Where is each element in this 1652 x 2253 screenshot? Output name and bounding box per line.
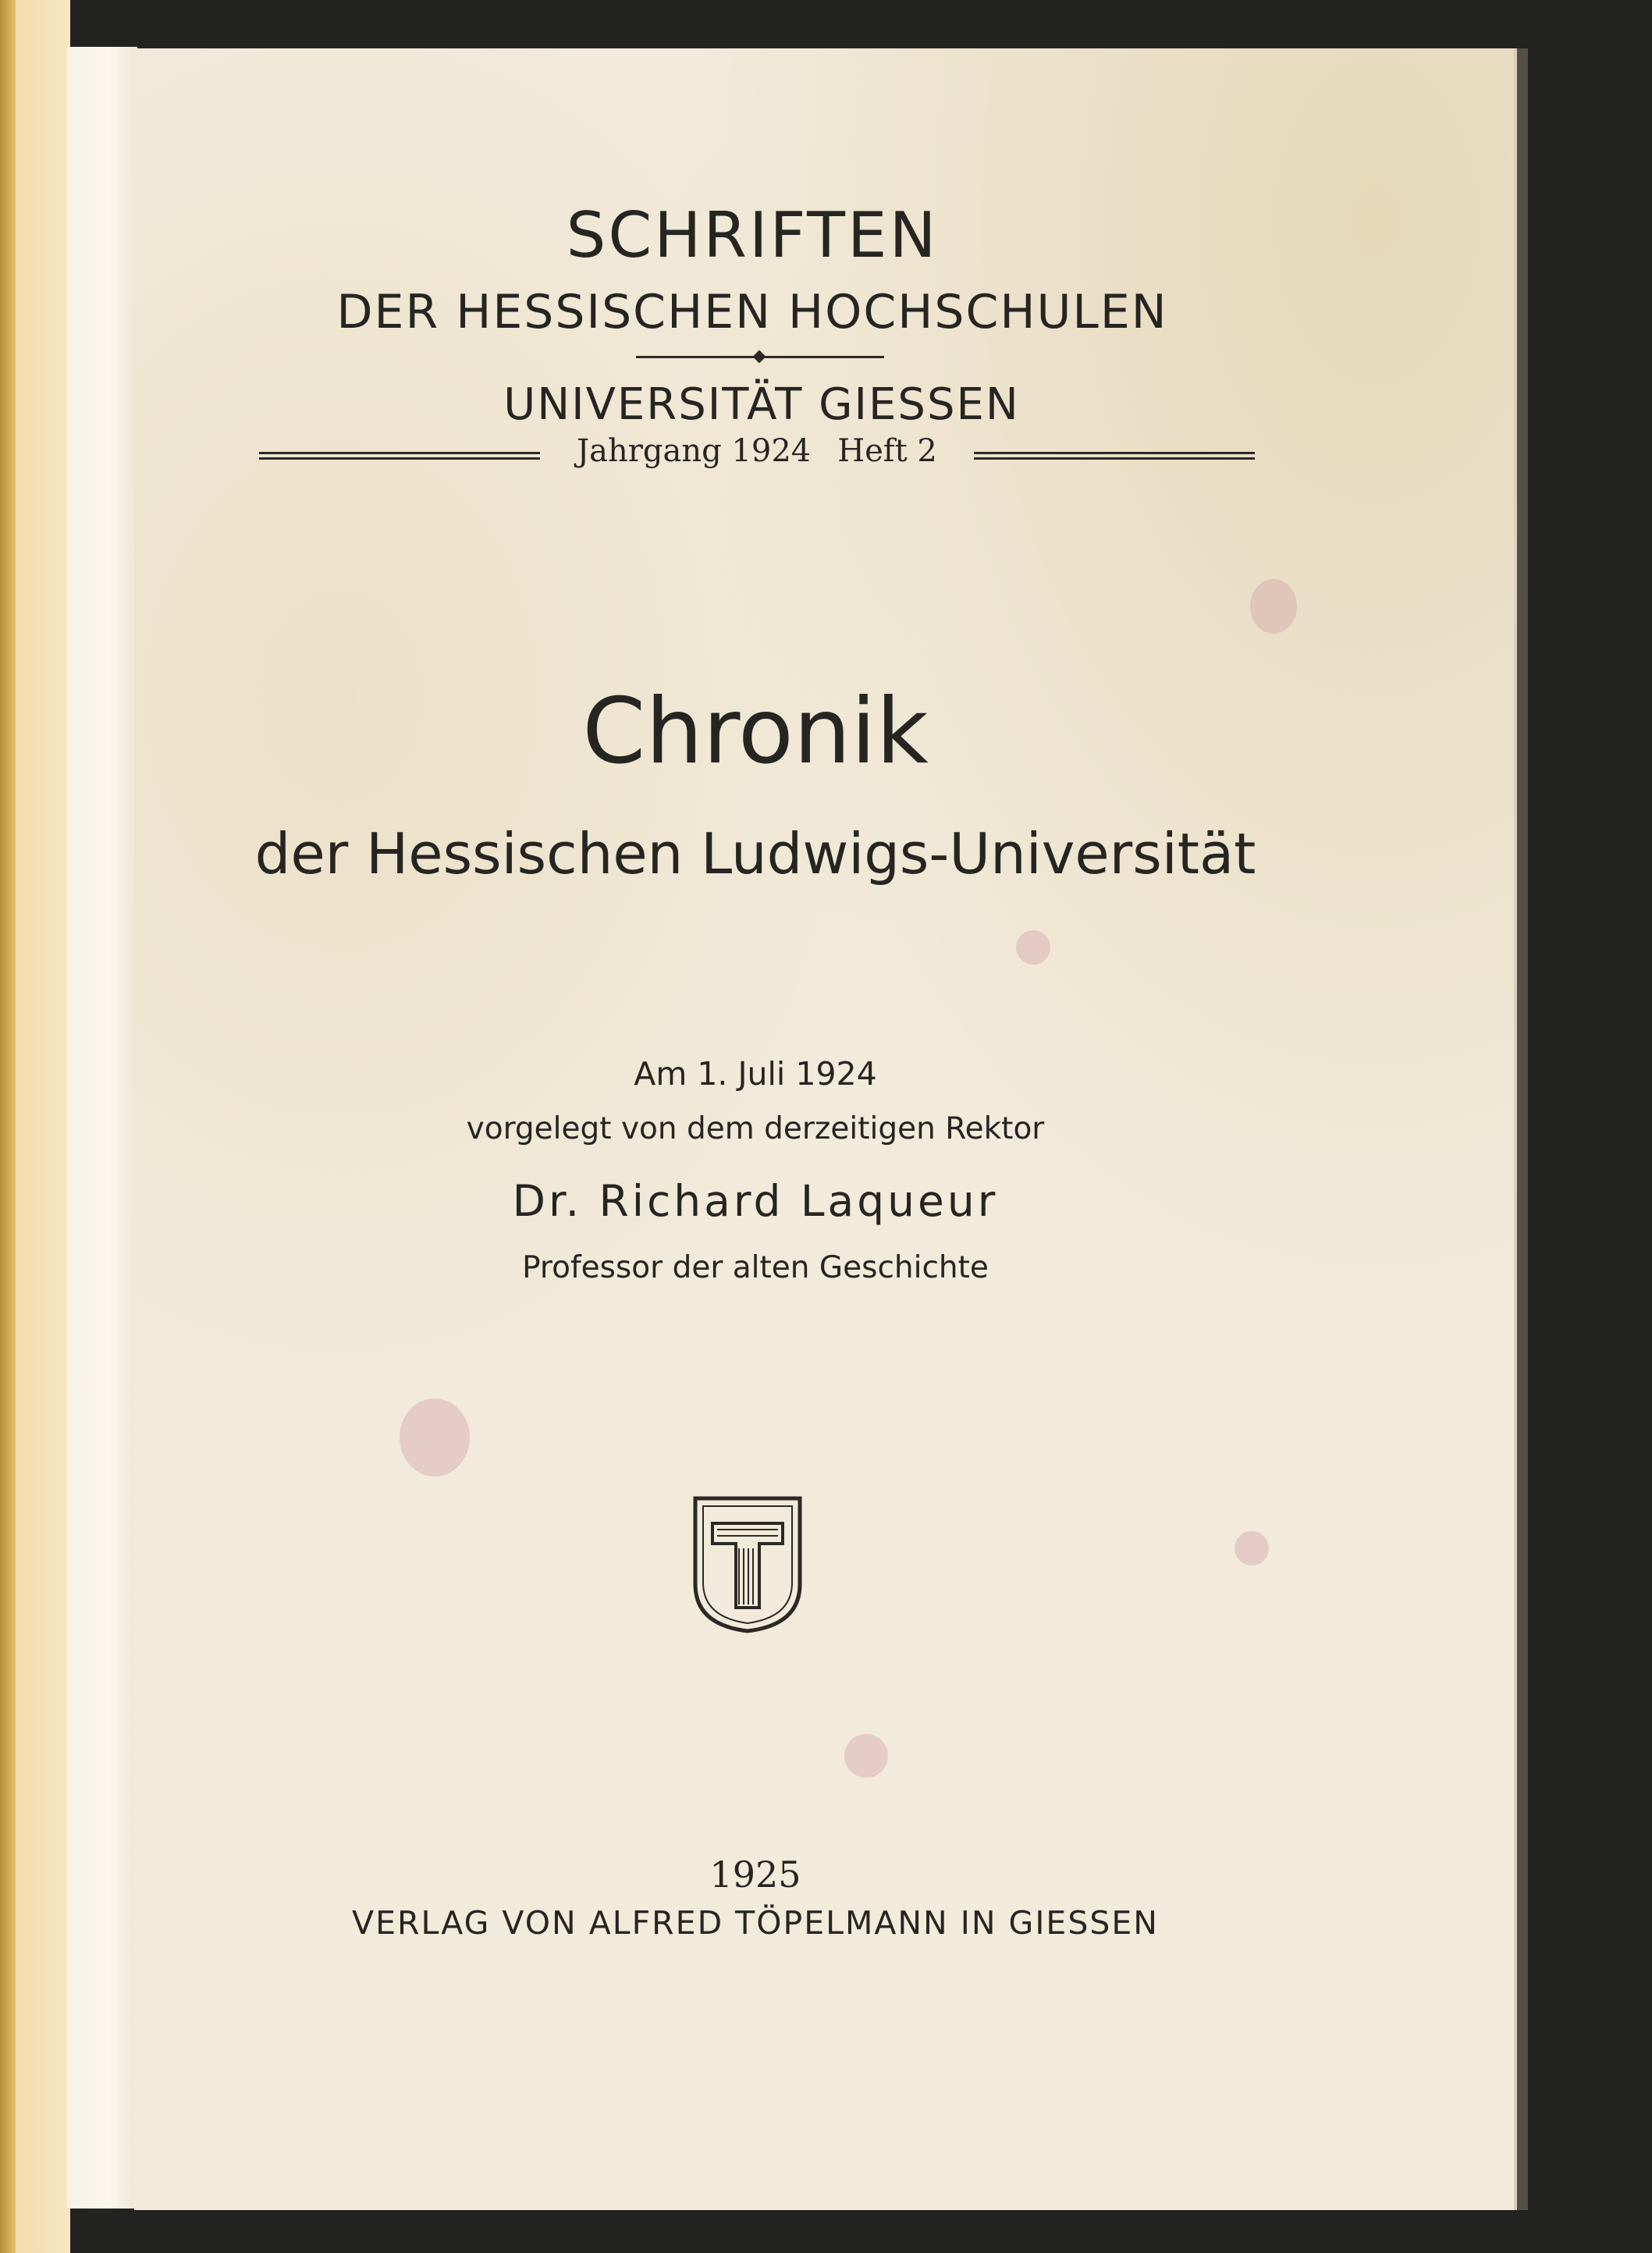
double-rule-right — [974, 452, 1255, 460]
series-subtitle: DER HESSISCHEN HOCHSCHULEN — [336, 285, 1168, 339]
page-edge-shadow — [1517, 48, 1528, 2210]
main-subtitle: der Hessischen Ludwigs-Universität — [254, 821, 1256, 887]
stain-spot — [1235, 1531, 1269, 1565]
publication-year: 1925 — [709, 1853, 801, 1896]
stain-spot — [844, 1734, 888, 1778]
author-name: Dr. Richard Laqueur — [512, 1176, 999, 1226]
issue-line — [259, 433, 1255, 480]
issue-text — [540, 433, 974, 469]
university-name: UNIVERSITÄT GIESSEN — [503, 379, 1020, 430]
series-title: SCHRIFTEN — [566, 199, 939, 272]
stain-spot — [1250, 579, 1297, 634]
double-rule-left — [259, 452, 540, 460]
issue-label: Heft 2 — [837, 433, 937, 469]
author-role: Professor der alten Geschichte — [522, 1250, 989, 1285]
volume-label: Jahrgang 1924 — [577, 433, 812, 469]
publisher-line: VERLAG VON ALFRED TÖPELMANN IN GIESSEN — [352, 1904, 1159, 1942]
stain-spot — [400, 1398, 470, 1477]
main-title: Chronik — [582, 679, 929, 784]
presentation-date: Am 1. Juli 1924 — [634, 1055, 877, 1093]
publisher-t-shield-icon — [689, 1492, 806, 1636]
presented-by: vorgelegt von dem derzeitigen Rektor — [466, 1111, 1045, 1146]
stain-spot — [1016, 930, 1050, 965]
